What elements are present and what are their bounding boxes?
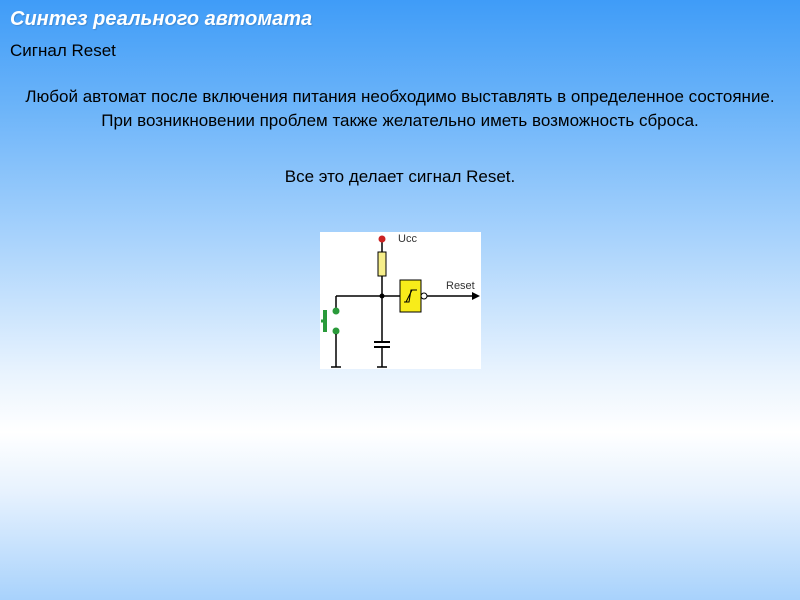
supply-label: Ucc	[398, 233, 417, 245]
junction-dot	[380, 294, 385, 299]
reset-circuit-svg	[320, 232, 481, 369]
pullup-resistor	[378, 252, 386, 276]
slide-subtitle: Сигнал Reset	[10, 41, 116, 60]
inverter-bubble	[421, 293, 427, 299]
output-label: Reset	[446, 280, 475, 292]
body-paragraph-reset: Все это делает сигнал Reset.	[284, 167, 516, 186]
output-arrow-icon	[472, 292, 480, 300]
slide-title: Синтез реального автомата	[10, 8, 313, 30]
button-contact-top	[333, 308, 340, 315]
reset-circuit-diagram	[320, 232, 481, 369]
supply-node	[379, 236, 386, 243]
button-contact-bottom	[333, 328, 340, 335]
body-paragraph-intro: Любой автомат после включения питания необходимо выставлять в определенное состояние. При возникновении проблем также желательно иметь возможность сброса.	[25, 87, 775, 130]
